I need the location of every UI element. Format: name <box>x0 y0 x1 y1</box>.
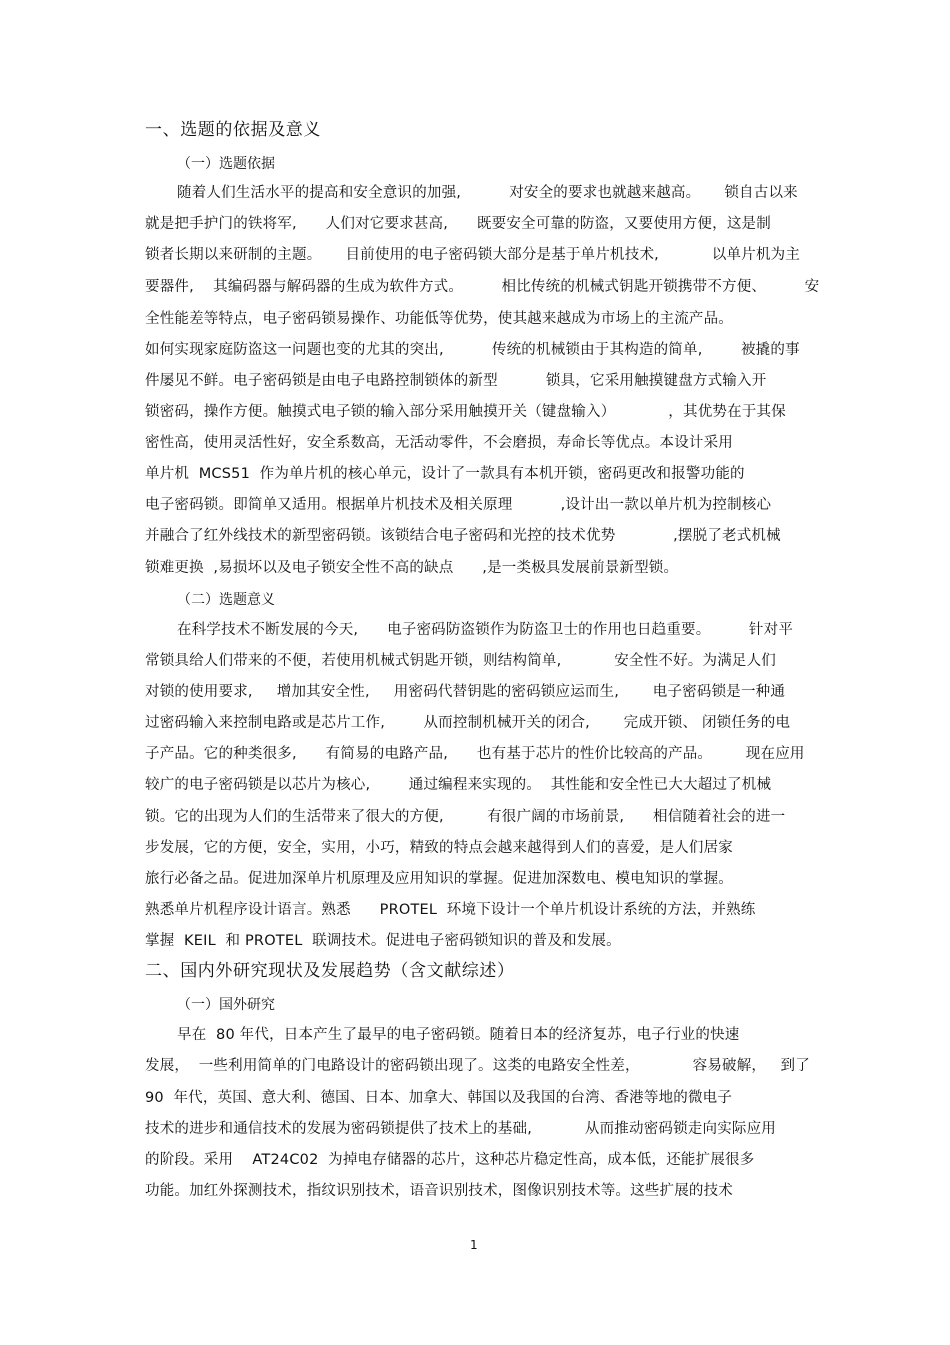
paragraph-line: 子产品。它的种类很多, 有简易的电路产品, 也有基于芯片的性价比较高的产品。 现在应用 <box>145 746 805 762</box>
paragraph-line: 锁密码，操作方便。触摸式电子锁的输入部分采用触摸开关（键盘输入） ，其优势在于其保 <box>145 404 786 420</box>
paragraph-line: 随着人们生活水平的提高和安全意识的加强, 对安全的要求也就越来越高。 锁自古以来 <box>177 185 798 201</box>
paragraph-line: 电子密码锁。即简单又适用。根据单片机技术及相关原理 ,设计出一款以单片机为控制核心 <box>145 497 772 513</box>
paragraph-line: 密性高，使用灵活性好，安全系数高，无活动零件，不会磨损，寿命长等优点。本设计采用 <box>145 435 733 451</box>
paragraph-line: 锁者长期以来研制的主题。 目前使用的电子密码锁大部分是基于单片机技术, 以单片机为主 <box>145 247 801 263</box>
paragraph-line: 熟悉单片机程序设计语言。熟悉 PROTEL 环境下设计一个单片机设计系统的方法，并熟练 <box>145 902 756 918</box>
paragraph-line: 较广的电子密码锁是以芯片为核心, 通过编程来实现的。 其性能和安全性已大大超过了机械 <box>145 777 772 793</box>
paragraph-line: 全性能差等特点，电子密码锁易操作、功能低等优势，使其越来越成为市场上的主流产品。 <box>145 311 733 327</box>
subsection-2-1-title: （一）国外研究 <box>177 997 275 1013</box>
paragraph-line: 步发展，它的方便，安全，实用，小巧，精致的特点会越来越得到人们的喜爱，是人们居家 <box>145 840 733 856</box>
paragraph-line: 就是把手护门的铁将军, 人们对它要求甚高, 既要安全可靠的防盗，又要使用方便，这是制 <box>145 216 771 232</box>
paragraph-line: 90 年代，英国、意大利、德国、日本、加拿大、韩国以及我国的台湾、香港等地的微电子 <box>145 1090 733 1106</box>
paragraph-line: 常锁具给人们带来的不便，若使用机械式钥匙开锁，则结构简单, 安全性不好。为满足人们 <box>145 653 777 669</box>
paragraph-line: 发展， 一些利用简单的门电路设计的密码锁出现了。这类的电路安全性差， 容易破解， 到了 <box>145 1058 810 1074</box>
paragraph-line: 过密码输入来控制电路或是芯片工作, 从而控制机械开关的闭合, 完成开锁、 闭锁任务的电 <box>145 715 791 731</box>
subsection-1-1-title: （一）选题依据 <box>177 156 275 172</box>
paragraph-line: 在科学技术不断发展的今天, 电子密码防盗锁作为防盗卫士的作用也日趋重要。 针对平 <box>177 622 794 638</box>
paragraph-line: 的阶段。采用 AT24C02 为掉电存储器的芯片，这种芯片稳定性高，成本低，还能扩展很多 <box>145 1152 755 1168</box>
paragraph-line: 早在 80 年代，日本产生了最早的电子密码锁。随着日本的经济复苏，电子行业的快速 <box>177 1027 740 1043</box>
paragraph-line: 件屡见不鲜。电子密码锁是由电子电路控制锁体的新型 锁具，它采用触摸键盘方式输入开 <box>145 373 767 389</box>
paragraph-line: 如何实现家庭防盗这一问题也变的尤其的突出, 传统的机械锁由于其构造的简单, 被撬的事 <box>145 342 800 358</box>
paragraph-line: 旅行必备之品。促进加深单片机原理及应用知识的掌握。促进加深数电、模电知识的掌握。 <box>145 871 733 887</box>
paragraph-line: 对锁的使用要求, 增加其安全性, 用密码代替钥匙的密码锁应运而生, 电子密码锁是一种通 <box>145 684 786 700</box>
paragraph-line: 技术的进步和通信技术的发展为密码锁提供了技术上的基础, 从而推动密码锁走向实际应用 <box>145 1121 777 1137</box>
paragraph-line: 锁。它的出现为人们的生活带来了很大的方便, 有很广阔的市场前景, 相信随着社会的进一 <box>145 809 786 825</box>
paragraph-line: 并融合了红外线技术的新型密码锁。该锁结合电子密码和光控的技术优势 ,摆脱了老式机械 <box>145 528 781 544</box>
page-number: 1 <box>470 1238 478 1252</box>
paragraph-line: 功能。加红外探测技术，指纹识别技术，语音识别技术，图像识别技术等。这些扩展的技术 <box>145 1183 733 1199</box>
section-2-title: 二、国内外研究现状及发展趋势（含文献综述） <box>145 961 515 981</box>
paragraph-line: 单片机 MCS51 作为单片机的核心单元，设计了一款具有本机开锁，密码更改和报警功能的 <box>145 466 745 482</box>
subsection-1-2-title: （二）选题意义 <box>177 592 275 608</box>
paragraph-line: 掌握 KEIL 和 PROTEL 联调技术。促进电子密码锁知识的普及和发展。 <box>145 933 621 949</box>
section-1-title: 一、选题的依据及意义 <box>145 120 321 140</box>
paragraph-line: 锁难更换 ,易损坏以及电子锁安全性不高的缺点 ,是一类极具发展前景新型锁。 <box>145 560 679 576</box>
paragraph-line: 要器件, 其编码器与解码器的生成为软件方式。 相比传统的机械式钥匙开锁携带不方便、 安 <box>145 279 820 295</box>
